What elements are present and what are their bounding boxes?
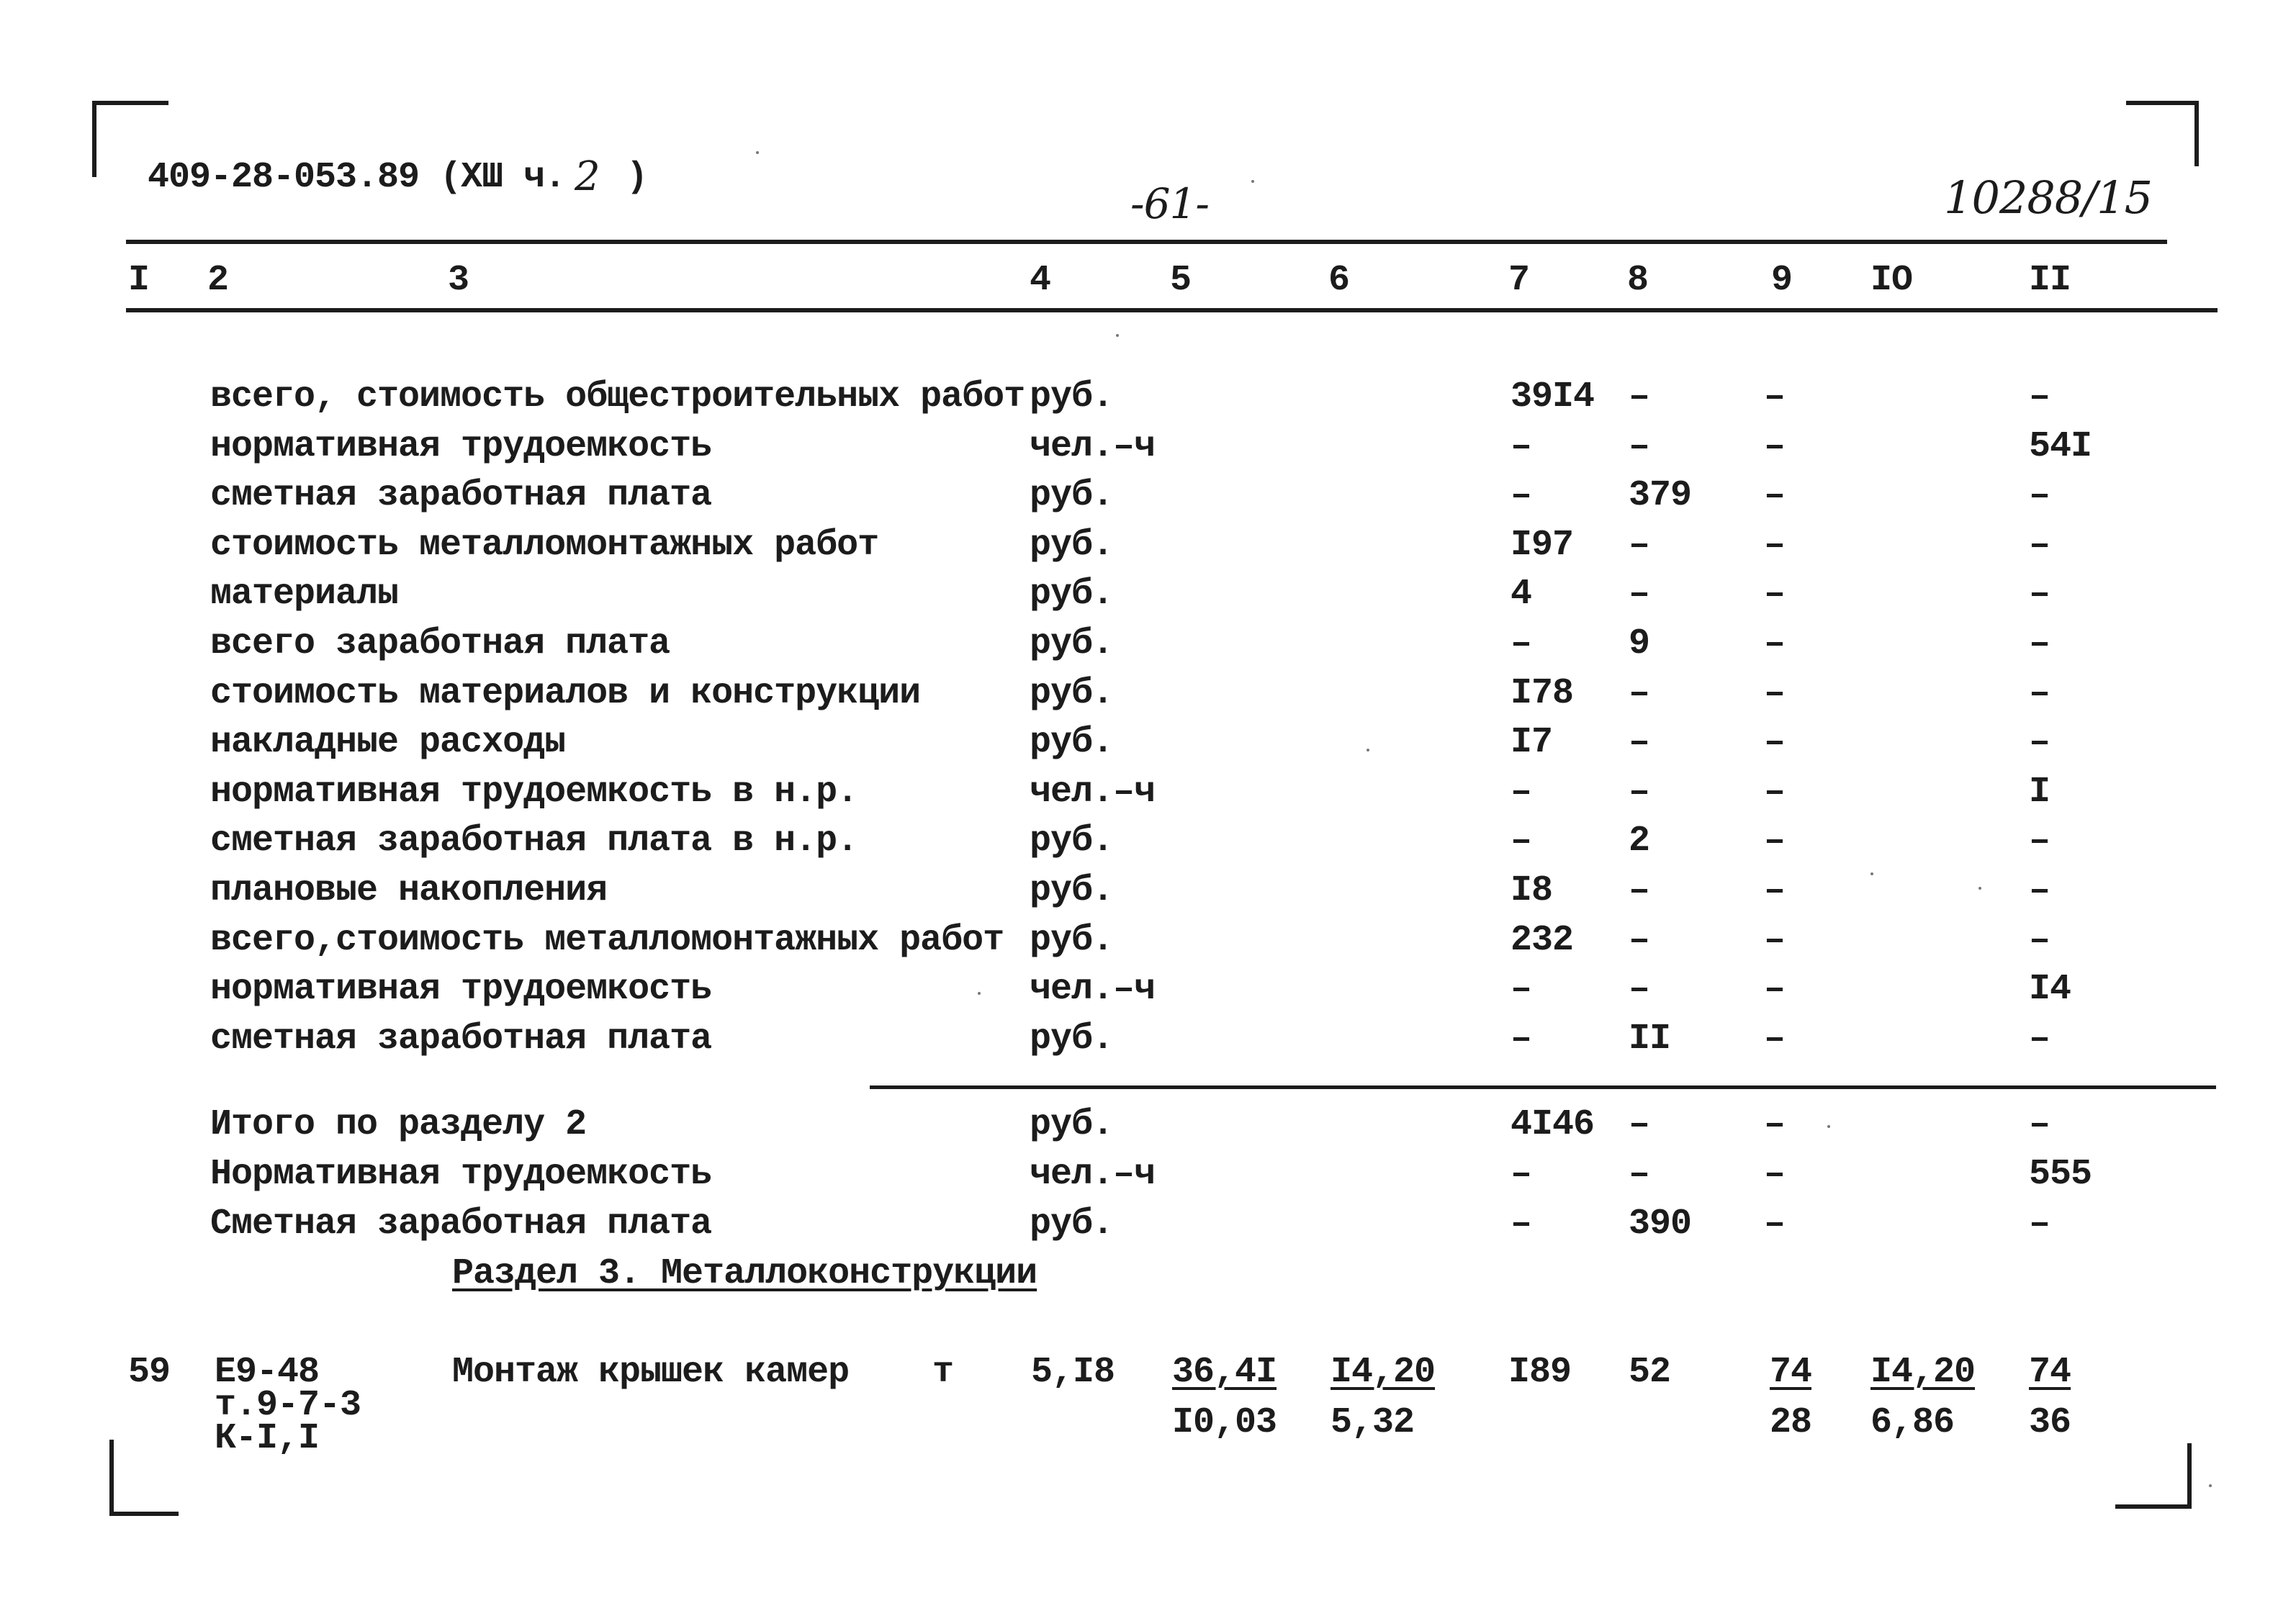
summary-row: [0, 672, 2296, 721]
row-label: нормативная трудоемкость в н.р.: [210, 771, 858, 813]
row-col7: –: [1511, 1018, 1532, 1060]
row-unit: руб.: [1030, 821, 1114, 862]
row-col9: –: [1764, 1154, 1786, 1195]
column-number-3: 3: [448, 260, 469, 301]
summary-row: [0, 870, 2296, 918]
row-col7: I7: [1511, 722, 1553, 764]
row-col9: –: [1764, 475, 1786, 517]
row-label: стоимость металломонтажных работ: [210, 524, 879, 566]
row-unit: руб.: [1030, 623, 1114, 664]
item-unit: т: [932, 1352, 954, 1393]
summary-row: [0, 1018, 2296, 1066]
row-col9: –: [1764, 722, 1786, 764]
row-unit: руб.: [1030, 1018, 1114, 1060]
row-col11: –: [2029, 475, 2050, 517]
total-row: [0, 1154, 2296, 1201]
summary-row: [0, 771, 2296, 819]
row-col9: –: [1764, 574, 1786, 615]
item-col8: 52: [1629, 1352, 1671, 1393]
row-unit: чел.–ч: [1030, 771, 1156, 813]
row-unit: чел.–ч: [1030, 1154, 1156, 1195]
row-col9: –: [1764, 919, 1786, 961]
scan-speck: [1870, 872, 1873, 875]
row-unit: руб.: [1030, 475, 1114, 517]
row-label: всего,стоимость металломонтажных работ: [210, 919, 1004, 961]
crop-mark-bottom-right: [2115, 1443, 2192, 1509]
summary-row: [0, 623, 2296, 671]
row-label: нормативная трудоемкость: [210, 425, 712, 467]
row-col8: 2: [1629, 821, 1650, 862]
scan-speck: [1116, 334, 1119, 337]
item-col10-top: I4,20: [1870, 1352, 1976, 1393]
row-col11: –: [2029, 821, 2050, 862]
row-label: сметная заработная плата в н.р.: [210, 821, 858, 862]
row-col7: –: [1511, 475, 1532, 517]
row-col11: –: [2029, 1104, 2050, 1145]
row-col7: –: [1511, 1154, 1532, 1195]
row-unit: руб.: [1030, 1104, 1114, 1145]
row-col8: 379: [1629, 475, 1692, 517]
total-row: [0, 1206, 2296, 1251]
row-col7: –: [1511, 771, 1532, 813]
item-code: E9-48: [215, 1352, 320, 1393]
row-col7: –: [1511, 425, 1532, 467]
row-col9: –: [1764, 1104, 1786, 1145]
row-col11: 54I: [2029, 425, 2092, 467]
item-col5-bottom: I0,03: [1172, 1402, 1277, 1443]
row-col9: –: [1764, 821, 1786, 862]
row-col9: –: [1764, 870, 1786, 911]
item-name: Монтаж крышек камер: [452, 1352, 850, 1393]
header-rule-bottom: [126, 308, 2218, 312]
page-number: -61-: [1130, 179, 1209, 228]
row-col8: –: [1629, 1154, 1650, 1195]
column-number-11: II: [2029, 260, 2071, 301]
scan-speck: [978, 992, 981, 995]
row-unit: руб.: [1030, 722, 1114, 764]
row-unit: руб.: [1030, 919, 1114, 961]
item-col6-bottom: 5,32: [1331, 1402, 1415, 1443]
row-col7: I8: [1511, 870, 1553, 911]
inventory-number: 10288/15: [1944, 171, 2153, 224]
item-col9-top: 74: [1770, 1352, 1812, 1393]
column-number-5: 5: [1170, 260, 1192, 301]
row-label: сметная заработная плата: [210, 1018, 712, 1060]
row-col11: –: [2029, 376, 2050, 417]
close-paren: ): [626, 157, 648, 198]
row-col11: –: [2029, 524, 2050, 566]
document-code: 409-28-053.89 (XШ ч.: [148, 157, 566, 198]
summary-row: [0, 919, 2296, 967]
row-label: нормативная трудоемкость: [210, 969, 712, 1011]
column-number-10: IO: [1870, 260, 1913, 301]
row-unit: руб.: [1030, 574, 1114, 615]
row-col11: 555: [2029, 1154, 2092, 1195]
row-col9: –: [1764, 771, 1786, 813]
row-unit: руб.: [1030, 672, 1114, 714]
row-col7: 4I46: [1511, 1104, 1595, 1145]
row-col11: –: [2029, 722, 2050, 764]
row-col7: 4: [1511, 574, 1532, 615]
row-unit: руб.: [1030, 1204, 1114, 1245]
summary-row: [0, 722, 2296, 769]
row-col7: I78: [1511, 672, 1574, 714]
row-col8: –: [1629, 919, 1650, 961]
header-rule-top: [126, 240, 2167, 244]
row-col9: –: [1764, 672, 1786, 714]
row-col8: –: [1629, 425, 1650, 467]
item-col10-bottom: 6,86: [1870, 1402, 1955, 1443]
row-col9: –: [1764, 969, 1786, 1011]
column-number-7: 7: [1508, 260, 1530, 301]
crop-mark-top-right: [2126, 101, 2199, 166]
row-col7: 39I4: [1511, 376, 1595, 417]
row-unit: руб.: [1030, 524, 1114, 566]
row-col9: –: [1764, 1204, 1786, 1245]
scan-speck: [1251, 180, 1254, 183]
column-number-8: 8: [1627, 260, 1649, 301]
scan-speck: [1367, 749, 1369, 751]
column-number-9: 9: [1771, 260, 1793, 301]
row-col9: –: [1764, 376, 1786, 417]
row-col7: –: [1511, 623, 1532, 664]
crop-mark-bottom-left: [109, 1440, 179, 1516]
row-col8: –: [1629, 524, 1650, 566]
row-col11: –: [2029, 623, 2050, 664]
row-label: сметная заработная плата: [210, 475, 712, 517]
row-col8: –: [1629, 672, 1650, 714]
row-col8: –: [1629, 870, 1650, 911]
row-label: Нормативная трудоемкость: [210, 1154, 712, 1195]
row-label: накладные расходы: [210, 722, 566, 764]
scan-speck: [756, 151, 759, 154]
summary-row: [0, 376, 2296, 424]
summary-row: [0, 524, 2296, 572]
scan-speck: [2209, 1484, 2212, 1487]
row-col8: –: [1629, 1104, 1650, 1145]
row-col11: I: [2029, 771, 2050, 813]
row-col7: 232: [1511, 919, 1574, 961]
row-label: материалы: [210, 574, 399, 615]
row-col11: –: [2029, 919, 2050, 961]
row-label: Итого по разделу 2: [210, 1104, 587, 1145]
row-col8: 9: [1629, 623, 1650, 664]
row-label: плановые накопления: [210, 870, 608, 911]
row-col11: –: [2029, 1018, 2050, 1060]
summary-row: [0, 425, 2296, 474]
row-col7: I97: [1511, 524, 1574, 566]
row-col11: I4: [2029, 969, 2071, 1011]
item-col5-top: 36,4I: [1172, 1352, 1277, 1393]
item-col11-top: 74: [2029, 1352, 2071, 1393]
row-col11: –: [2029, 870, 2050, 911]
row-col8: II: [1629, 1018, 1671, 1060]
row-col11: –: [2029, 1204, 2050, 1245]
summary-row: [0, 969, 2296, 1016]
row-col7: –: [1511, 821, 1532, 862]
scan-speck: [1978, 887, 1981, 890]
item-quantity: 5,I8: [1031, 1352, 1115, 1393]
summary-row: [0, 574, 2296, 621]
row-unit: руб.: [1030, 376, 1114, 417]
row-unit: руб.: [1030, 870, 1114, 911]
row-label: всего, стоимость общестроительных работ: [210, 376, 1025, 417]
item-number: 59: [128, 1352, 171, 1393]
part-number: 2: [575, 153, 600, 200]
item-col7: I89: [1508, 1352, 1572, 1393]
item-ref-coef: К-I,I: [215, 1418, 320, 1459]
total-row: [0, 1104, 2296, 1152]
section-title: Раздел 3. Металлоконструкции: [452, 1253, 1037, 1294]
row-col8: –: [1629, 969, 1650, 1011]
totals-divider: [870, 1085, 2216, 1089]
row-col11: –: [2029, 672, 2050, 714]
row-label: всего заработная плата: [210, 623, 670, 664]
row-unit: чел.–ч: [1030, 969, 1156, 1011]
row-col8: –: [1629, 376, 1650, 417]
scan-speck: [1827, 1125, 1830, 1128]
row-col7: –: [1511, 969, 1532, 1011]
row-col8: –: [1629, 574, 1650, 615]
item-col6-top: I4,20: [1331, 1352, 1436, 1393]
row-col8: –: [1629, 771, 1650, 813]
summary-row: [0, 823, 2296, 868]
row-col7: –: [1511, 1204, 1532, 1245]
row-col9: –: [1764, 524, 1786, 566]
row-label: Сметная заработная плата: [210, 1204, 712, 1245]
row-col9: –: [1764, 623, 1786, 664]
column-number-1: I: [128, 260, 150, 301]
row-col9: –: [1764, 1018, 1786, 1060]
row-label: стоимость материалов и конструкции: [210, 672, 921, 714]
summary-row: [0, 475, 2296, 523]
row-unit: чел.–ч: [1030, 425, 1156, 467]
row-col9: –: [1764, 425, 1786, 467]
item-col9-bottom: 28: [1770, 1402, 1812, 1443]
column-number-4: 4: [1030, 260, 1051, 301]
row-col11: –: [2029, 574, 2050, 615]
column-number-6: 6: [1328, 260, 1350, 301]
item-col11-bottom: 36: [2029, 1402, 2071, 1443]
row-col8: 390: [1629, 1204, 1692, 1245]
row-col8: –: [1629, 722, 1650, 764]
column-number-2: 2: [207, 260, 229, 301]
item-ref-table: т.9-7-3: [215, 1385, 361, 1426]
